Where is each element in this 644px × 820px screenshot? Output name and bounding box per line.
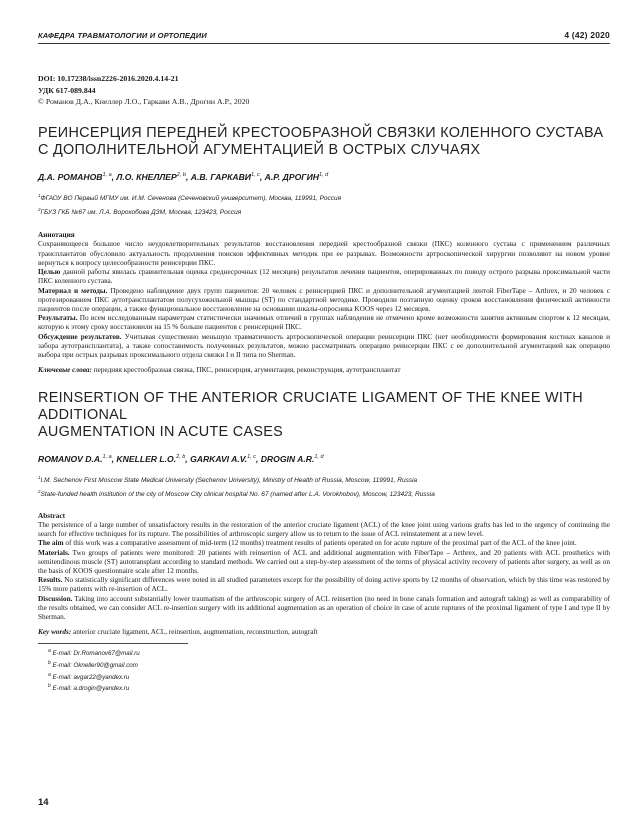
- author-sup: 1, d: [318, 171, 329, 178]
- article-meta: [38, 73, 610, 108]
- author: ROMANOV D.A.: [38, 454, 103, 465]
- abstract-ru: [38, 231, 610, 360]
- abstract-intro: Сохраняющееся большое число неудовлетворительных результатов восстановления передней крестообразной связки (ПКС) коленного сустава с применением различных трансплантатов обусловило актуальность продолжения поисков эффективных методик при ее разрывах. Возможности артроскопической хирургии позволяют на новом уровне вернуться к вопросу целесообразности реинсерции ПКС.: [38, 240, 610, 267]
- author: DROGIN A.R.: [260, 454, 315, 465]
- page-number: 14: [38, 797, 49, 808]
- copyright: © Романов Д.А., Кнеллер Л.О., Гаркави А.В., Дрогин А.Р., 2020: [38, 97, 250, 107]
- email-entry[interactable]: $^b$ E-mail: a.drogin@yandex.ru: [48, 683, 130, 693]
- author: Л.О. КНЕЛЛЕР: [116, 171, 177, 182]
- journal-section: КАФЕДРА ТРАВМАТОЛОГИИ И ОРТОПЕДИИ: [38, 31, 207, 40]
- author-sup: 1, c: [247, 454, 256, 461]
- abstract-heading: Abstract: [38, 511, 65, 520]
- author-sup: 1, a: [102, 171, 112, 178]
- abstract-aim: The aim of this work was a comparative assessment of mid-term (12 months) treatment results of patients operated on for acute rupture of the proximal part of the ACL of the knee joint.: [38, 539, 577, 548]
- author: А.В. ГАРКАВИ: [190, 171, 251, 182]
- author-sup: 1, d: [314, 454, 324, 461]
- issue-number: 4 (42) 2020: [564, 30, 610, 40]
- author-sup: 1, a: [102, 454, 112, 461]
- author: GARKAVI A.V.: [190, 454, 248, 465]
- authors-en: ROMANOV D.A.$^{1, a}$, KNELLER L.O.$^{2, b}$, GARKAVI A.V.$^{1, c}$, DROGIN A.R.$^{1, d}$: [38, 454, 324, 465]
- keywords-ru: Ключевые слова: передняя крестообразная связка, ПКС, реинсерция, агументация, реконструкция, аутотрансплантат: [38, 366, 401, 375]
- author-sup: 2, b: [176, 171, 186, 178]
- title-en: [38, 390, 610, 441]
- title-ru-line1: РЕИНСЕРЦИЯ ПЕРЕДНЕЙ КРЕСТООБРАЗНОЙ СВЯЗКИ КОЛЕННОГО СУСТАВА: [38, 124, 604, 141]
- authors-ru: Д.А. РОМАНОВ$^{1, a}$, Л.О. КНЕЛЛЕР$^{2, b}$, А.В. ГАРКАВИ$^{1, c}$, А.Р. ДРОГИН$^{1, d}$: [38, 171, 329, 182]
- affiliations-en: [38, 473, 610, 501]
- abstract-en: [38, 512, 610, 622]
- abstract-results: Результаты. По всем исследованным параметрам статистически значимых отличий в группах наблюдения не отмечено кроме возможности занятия активным спортом к 12 месяцам, которую к этому сроку восстановили на 15 % больше пациентов с реинсерцией ПКС.: [38, 314, 610, 332]
- affiliation: $^2$ГБУЗ ГКБ №67 им. Л.А. Ворохобова ДЗМ, Москва, 123423, Россия: [38, 206, 242, 216]
- abstract-materials: Materials. Two groups of patients were monitored: 20 patients with reinsertion of ACL and additional augmentation with FiberTape – Arthrex, and 20 patients with ACL prosthetics with semitendinous muscle (ST) autotransplant according to standard methods. We carried out a step-by-step assessment of the terms of physical activity recovery of patients after surgery, as well as on the basis of KOOS questionnaire scale after 12 months.: [38, 548, 610, 576]
- affiliation: $^1$ФГАОУ ВО Первый МГМУ им. И.М. Сеченова (Сеченовский университет), Москва, 119991, Россия: [38, 192, 342, 202]
- affiliation: $^2$State-funded health institution of the city of Moscow City clinical hospital No. 67 (named after L.A. Vorokhobov), Moscow, 123423, Russia: [38, 489, 435, 499]
- title-ru-line2: С ДОПОЛНИТЕЛЬНОЙ АГУМЕНТАЦИЕЙ В ОСТРЫХ СЛУЧАЯХ: [38, 141, 481, 158]
- email-entry[interactable]: $^b$ E-mail: Okneller90@gmail.com: [48, 660, 138, 670]
- udk: УДК 617-089.844: [38, 85, 96, 95]
- article-page: [38, 30, 610, 694]
- author-sup: 1, c: [250, 171, 260, 178]
- keywords-en: Key words: anterior cruciate ligament, ACL, reinsertion, augmentation, reconstruction, autograft: [38, 628, 318, 637]
- affiliation: $^1$I.M. Sechenov First Moscow State Medical University (Sechenov University), Ministry of Health of Russia, Moscow, 119991, Russia: [38, 475, 418, 485]
- abstract-methods: Материал и методы. Проведено наблюдение двух групп пациентов: 20 человек с реинсерцией ПКС и дополнительной агументацией лентой FiberTape – Arthrex, и 20 человек с протезированием ПКС аутотрансплантатом полусухожильной мышцы (ST) по стандартной методике. Проводили поэтапную оценку сроков восстановления физической активности пациентов после операции, а также функциональное восстановление на основании шкалы-опросника KOOS через 12 месяцев.: [38, 286, 610, 313]
- email-entry[interactable]: $^a$ E-mail: avgar22@yandex.ru: [48, 671, 130, 681]
- footnote-divider: [38, 643, 188, 644]
- title-en-line2: AUGMENTATION IN ACUTE CASES: [38, 424, 284, 441]
- affiliations-ru: [38, 191, 610, 219]
- abstract-aim: Целью данной работы явилась сравнительная оценка среднесрочных (12 месяцев) результатов лечения пациентов, оперированных по поводу острого разрыва проксимальной части ПКС коленного сустава.: [38, 268, 610, 286]
- author-emails: [48, 647, 610, 694]
- abstract-discussion: Discussion. Taking into account substantially lower traumatism of the arthroscopic surgery of ACL reinsertion (no need in bone canals formation and autograft taking) as well as comparability of the results obtained, we can consider ACL re-insertion surgery with its additional augmentation as an operation of choice in case of acute ruptures of the proximal ligament of type I and type II by Sherman.: [38, 594, 610, 622]
- title-en-line1: REINSERTION OF THE ANTERIOR CRUCIATE LIGAMENT OF THE KNEE WITH ADDITIONAL: [38, 390, 583, 424]
- author: KNELLER L.O.: [116, 454, 177, 465]
- running-header: [38, 30, 610, 44]
- abstract-intro: The persistence of a large number of unsatisfactory results in the restoration of the anterior cruciate ligament (ACL) of the knee joint using various grafts has led to the urgency of continuing the search for effective techniques for its rupture. The possibilities of arthroscopic surgery allow us to return to the issue of ACL reinstatement at a new level.: [38, 521, 610, 539]
- author-sup: 2, b: [176, 454, 186, 461]
- email-entry[interactable]: $^a$ E-mail: Dr.Romanov67@mail.ru: [48, 648, 140, 658]
- abstract-results: Results. No statistically significant differences were noted in all studied parameters except for the possibility of doing active sports by 12 months of observation, which by this time was restored by 15% more patients with re-insertion of ACL.: [38, 576, 610, 594]
- abstract-discussion: Обсуждение результатов. Учитывая существенно меньшую травматичность артроскопической операции реинсерции ПКС (нет необходимости формирования костных каналов и забора аутотрансплантата), а также сопоставимость полученных результатов, можно рассматривать операцию реинсерции ПКС с ее дополнительной агументацией как операцию выбора при острых разрывах проксимального отдела связки I и II типа по Sherman.: [38, 332, 611, 359]
- doi[interactable]: DOI: 10.17238/issn2226-2016.2020.4.14-21: [38, 74, 179, 83]
- title-ru: [38, 125, 610, 159]
- abstract-heading: Аннотация: [38, 231, 75, 240]
- author: Д.А. РОМАНОВ: [38, 171, 103, 182]
- author: А.Р. ДРОГИН: [264, 171, 319, 182]
